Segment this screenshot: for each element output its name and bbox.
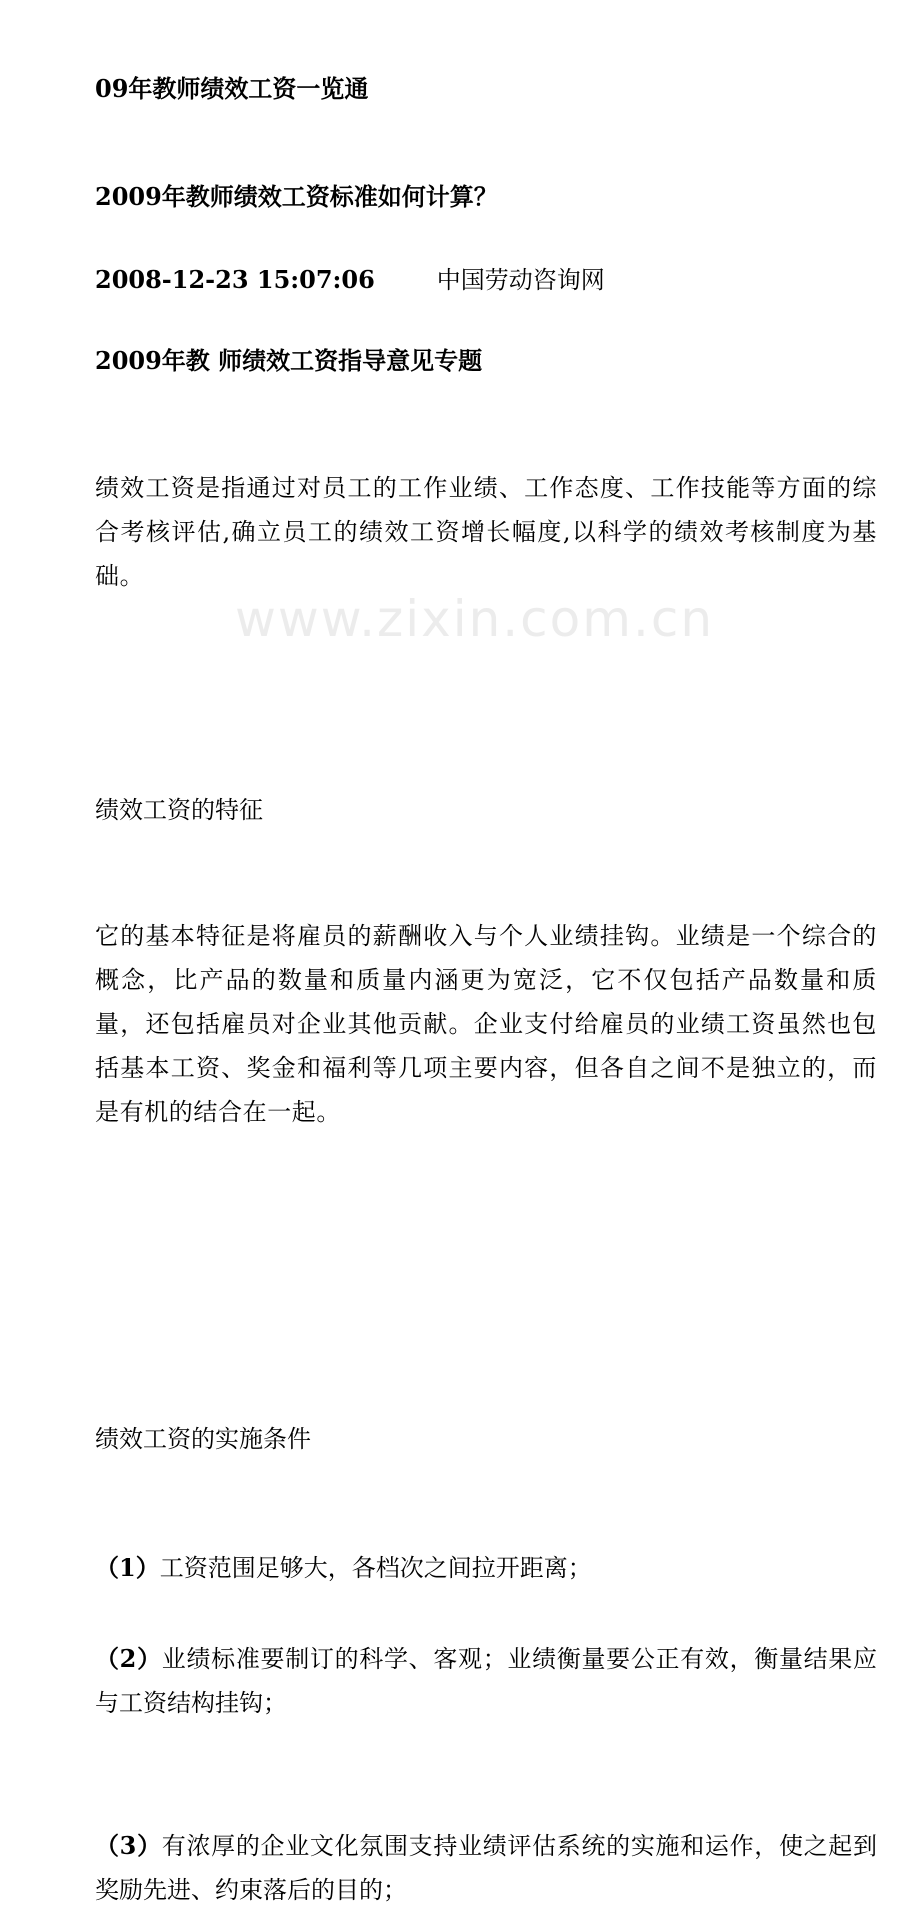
source-name: 中国劳动咨询网 — [436, 266, 605, 294]
condition-number: （2） — [95, 1644, 162, 1673]
condition-text: 有浓厚的企业文化氛围支持业绩评估系统的实施和运作，使之起到奖励先进、约束落后的目的； — [95, 1832, 877, 1904]
condition-item — [95, 1546, 877, 1590]
section-heading-conditions: 绩效工资的实施条件 — [95, 1425, 311, 1453]
document-subtitle: 2009年教师绩效工资标准如何计算？ — [95, 182, 498, 211]
publish-datetime: 2008-12-23 15:07:06 — [95, 265, 375, 294]
condition-item — [95, 1637, 877, 1725]
condition-number: （1） — [95, 1553, 160, 1582]
meta-line — [95, 263, 920, 297]
condition-item — [95, 1824, 877, 1912]
condition-number: （3） — [95, 1831, 162, 1860]
section-heading-features: 绩效工资的特征 — [95, 796, 263, 824]
document-title: 09年教师绩效工资一览通 — [95, 74, 369, 103]
intro-paragraph: 绩效工资是指通过对员工的工作业绩、工作态度、工作技能等方面的综合考核评估,确立员工的绩效工资增长幅度,以科学的绩效考核制度为基础。 — [95, 474, 877, 590]
topic-line: 2009年教 师绩效工资指导意见专题 — [95, 346, 483, 375]
watermark: www.zixin.com.cn — [235, 590, 715, 648]
condition-text: 工资范围足够大，各档次之间拉开距离； — [159, 1554, 592, 1582]
features-paragraph: 它的基本特征是将雇员的薪酬收入与个人业绩挂钩。业绩是一个综合的概念，比产品的数量和质量内涵更为宽泛，它不仅包括产品数量和质量，还包括雇员对企业其他贡献。企业支付给雇员的业绩工资虽然也包括基本工资、奖金和福利等几项主要内容，但各自之间不是独立的，而是有机的结合在一起。 — [95, 922, 877, 1126]
condition-text: 业绩标准要制订的科学、客观；业绩衡量要公正有效，衡量结果应与工资结构挂钩； — [95, 1645, 877, 1717]
